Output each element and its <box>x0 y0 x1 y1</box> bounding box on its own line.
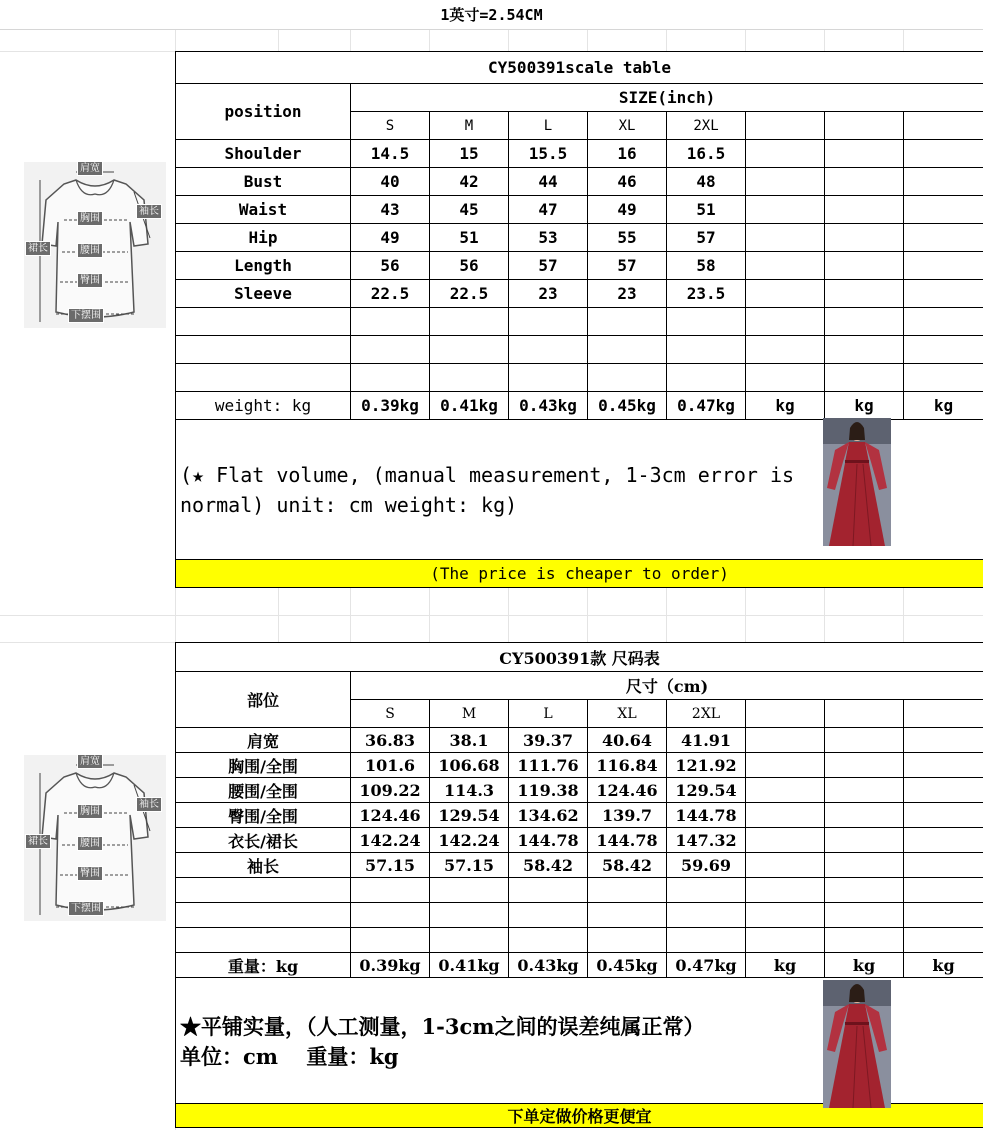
cell: 57 <box>667 224 746 252</box>
diagram-label-shoulder: 肩宽 <box>77 161 103 176</box>
row-label: Length <box>176 252 351 280</box>
cell: 44 <box>509 168 588 196</box>
cell: 42 <box>430 168 509 196</box>
cell: 14.5 <box>351 140 430 168</box>
cell: 56 <box>351 252 430 280</box>
weight-cell: kg <box>746 392 825 420</box>
row-label: 袖长 <box>176 853 351 878</box>
cell: 40.64 <box>588 728 667 753</box>
size-col-header: S <box>351 112 430 140</box>
weight-cell: 0.43kg <box>509 392 588 420</box>
weight-cell: kg <box>904 953 983 978</box>
weight-row <box>176 953 983 978</box>
table-row <box>176 853 983 878</box>
row-label: 臀围/全围 <box>176 803 351 828</box>
cell: 58.42 <box>509 853 588 878</box>
cell: 59.69 <box>667 853 746 878</box>
cell: 49 <box>588 196 667 224</box>
cell: 55 <box>588 224 667 252</box>
table-row <box>176 140 983 168</box>
weight-cell: 0.47kg <box>667 953 746 978</box>
weight-cell: 0.45kg <box>588 953 667 978</box>
cell: 147.32 <box>667 828 746 853</box>
cell: 101.6 <box>351 753 430 778</box>
weight-label: weight: kg <box>176 392 351 420</box>
cell: 38.1 <box>430 728 509 753</box>
weight-cell: 0.47kg <box>667 392 746 420</box>
cell: 57.15 <box>430 853 509 878</box>
diagram-label-sleeve: 袖长 <box>136 204 162 219</box>
cell: 58.42 <box>588 853 667 878</box>
weight-label: 重量：kg <box>176 953 351 978</box>
note-line: ★平铺实量，（人工测量，1-3cm之间的误差纯属正常） <box>180 1014 705 1039</box>
note-line: 单位：cm 重量：kg <box>180 1044 399 1069</box>
weight-cell: kg <box>904 392 983 420</box>
row-label: Sleeve <box>176 280 351 308</box>
diagram-label-length: 裙长 <box>25 241 51 256</box>
size-col-header: M <box>430 700 509 728</box>
cell: 53 <box>509 224 588 252</box>
measurement-diagram <box>24 755 166 921</box>
cell: 56 <box>430 252 509 280</box>
table-row <box>176 280 983 308</box>
measurement-diagram <box>24 162 166 328</box>
note-text <box>180 1012 820 1072</box>
table-row <box>176 778 983 803</box>
table-row <box>176 168 983 196</box>
cell: 51 <box>667 196 746 224</box>
size-col-header: M <box>430 112 509 140</box>
row-label: Shoulder <box>176 140 351 168</box>
size-col-header: 2XL <box>667 112 746 140</box>
row-label: Bust <box>176 168 351 196</box>
table-title: CY500391scale table <box>176 52 983 84</box>
weight-cell: 0.41kg <box>430 392 509 420</box>
weight-cell: kg <box>746 953 825 978</box>
conversion-note: 1英寸=2.54CM <box>0 0 983 30</box>
weight-cell: 0.41kg <box>430 953 509 978</box>
cell: 116.84 <box>588 753 667 778</box>
cell: 41.91 <box>667 728 746 753</box>
table-row <box>176 728 983 753</box>
cell: 48 <box>667 168 746 196</box>
cell: 36.83 <box>351 728 430 753</box>
diagram-label-hem: 下摆围 <box>68 308 104 323</box>
cell: 15.5 <box>509 140 588 168</box>
cell: 106.68 <box>430 753 509 778</box>
cell: 43 <box>351 196 430 224</box>
cell: 39.37 <box>509 728 588 753</box>
cell: 23 <box>588 280 667 308</box>
row-label: 腰围/全围 <box>176 778 351 803</box>
row-label: Waist <box>176 196 351 224</box>
diagram-label-length: 裙长 <box>25 834 51 849</box>
cell: 23 <box>509 280 588 308</box>
row-label: 胸围/全围 <box>176 753 351 778</box>
cell: 15 <box>430 140 509 168</box>
cell: 109.22 <box>351 778 430 803</box>
cell: 124.46 <box>588 778 667 803</box>
cell: 124.46 <box>351 803 430 828</box>
table-row <box>176 252 983 280</box>
cell: 47 <box>509 196 588 224</box>
cell: 57.15 <box>351 853 430 878</box>
cell: 142.24 <box>351 828 430 853</box>
cell: 114.3 <box>430 778 509 803</box>
cell: 144.78 <box>509 828 588 853</box>
cell: 134.62 <box>509 803 588 828</box>
row-label: 肩宽 <box>176 728 351 753</box>
cell: 23.5 <box>667 280 746 308</box>
diagram-label-bust: 胸围 <box>77 211 103 226</box>
size-col-header: 2XL <box>667 700 746 728</box>
cell: 142.24 <box>430 828 509 853</box>
cell: 22.5 <box>430 280 509 308</box>
row-label: 衣长/裙长 <box>176 828 351 853</box>
size-col-header: L <box>509 112 588 140</box>
diagram-label-shoulder: 肩宽 <box>77 754 103 769</box>
size-col-header: XL <box>588 112 667 140</box>
size-col-header: S <box>351 700 430 728</box>
row-label: Hip <box>176 224 351 252</box>
position-header: position <box>176 84 351 140</box>
cell: 144.78 <box>588 828 667 853</box>
cell: 46 <box>588 168 667 196</box>
cell: 16.5 <box>667 140 746 168</box>
dress-photo <box>823 418 891 546</box>
weight-row <box>176 392 983 420</box>
cell: 121.92 <box>667 753 746 778</box>
diagram-label-hip: 臀围 <box>77 866 103 881</box>
cell: 139.7 <box>588 803 667 828</box>
weight-cell: 0.43kg <box>509 953 588 978</box>
cell: 51 <box>430 224 509 252</box>
diagram-label-hip: 臀围 <box>77 273 103 288</box>
table-row <box>176 196 983 224</box>
cell: 22.5 <box>351 280 430 308</box>
cell: 49 <box>351 224 430 252</box>
cell: 16 <box>588 140 667 168</box>
cell: 111.76 <box>509 753 588 778</box>
cell: 40 <box>351 168 430 196</box>
size-col-header: XL <box>588 700 667 728</box>
weight-cell: 0.39kg <box>351 953 430 978</box>
cell: 129.54 <box>667 778 746 803</box>
table-row <box>176 224 983 252</box>
cell: 144.78 <box>667 803 746 828</box>
diagram-label-sleeve: 袖长 <box>136 797 162 812</box>
cell: 57 <box>588 252 667 280</box>
diagram-label-waist: 腰围 <box>77 243 103 258</box>
weight-cell: 0.39kg <box>351 392 430 420</box>
price-footer: 下单定做价格更便宜 <box>176 1104 983 1128</box>
size-col-header: L <box>509 700 588 728</box>
table-row <box>176 803 983 828</box>
price-footer: (The price is cheaper to order) <box>176 560 983 588</box>
table-row <box>176 828 983 853</box>
weight-cell: kg <box>825 953 904 978</box>
weight-cell: 0.45kg <box>588 392 667 420</box>
cell: 58 <box>667 252 746 280</box>
weight-cell: kg <box>825 392 904 420</box>
size-unit-header: SIZE(inch) <box>351 84 983 112</box>
size-unit-header: 尺寸（cm) <box>351 672 983 700</box>
position-header: 部位 <box>176 672 351 728</box>
diagram-label-waist: 腰围 <box>77 836 103 851</box>
diagram-label-hem: 下摆围 <box>68 901 104 916</box>
diagram-label-bust: 胸围 <box>77 804 103 819</box>
table-row <box>176 753 983 778</box>
note-text: (★ Flat volume, (manual measurement, 1-3cm error is normal) unit: cm weight: kg) <box>180 463 795 517</box>
dress-photo <box>823 980 891 1108</box>
cell: 57 <box>509 252 588 280</box>
cell: 119.38 <box>509 778 588 803</box>
cell: 129.54 <box>430 803 509 828</box>
cell: 45 <box>430 196 509 224</box>
table-title: CY500391款 尺码表 <box>176 643 983 672</box>
